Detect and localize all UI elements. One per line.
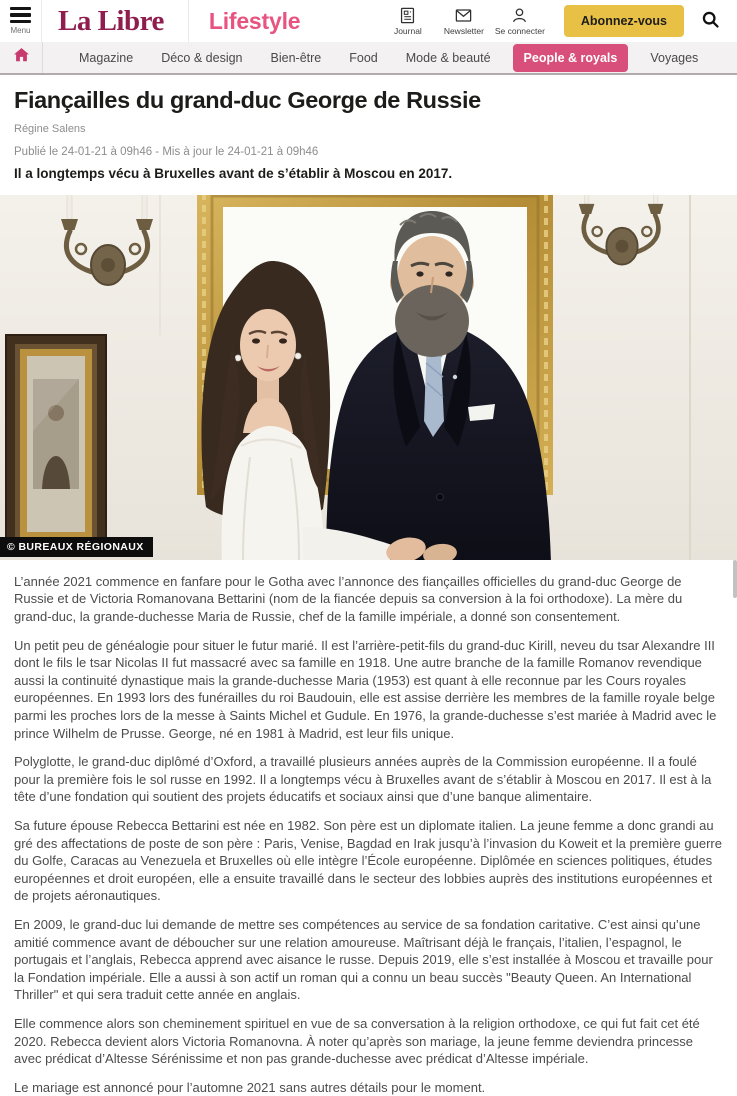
journal-button[interactable] bbox=[380, 6, 436, 36]
login-label: Se connecter bbox=[494, 26, 545, 36]
newsletter-button[interactable] bbox=[436, 6, 492, 36]
menu-label: Menu bbox=[10, 25, 31, 35]
search-icon bbox=[700, 18, 721, 33]
nav-item-voyages[interactable]: Voyages bbox=[650, 50, 699, 65]
article-photo bbox=[0, 195, 737, 560]
home-icon bbox=[14, 48, 29, 67]
article-body bbox=[14, 573, 723, 1096]
nav-item-deco-design[interactable]: Déco & design bbox=[161, 50, 243, 65]
article-title: Fiançailles du grand-duc George de Russie bbox=[14, 87, 481, 113]
subscribe-button[interactable]: Abonnez-vous bbox=[564, 5, 684, 37]
article bbox=[0, 88, 737, 1096]
article-author[interactable]: Régine Salens bbox=[14, 122, 86, 135]
nav-item-people-royals[interactable]: People & royals bbox=[513, 44, 629, 72]
login-button[interactable] bbox=[492, 6, 548, 36]
article-dateline: Publié le 24-01-21 à 09h46 - Mis à jour le 24-01-21 à 09h46 bbox=[14, 145, 319, 158]
newsletter-icon bbox=[454, 6, 473, 25]
article-paragraph: Elle commence alors son cheminement spirituel en vue de sa conversation à la religion orthodoxe, ce qui fut fait cet été 2020. Rebecca devient alors Victoria Romanovna. À noter qu’après son mariage, la jeune femme deviendra princesse avec prédicat d’Altesse Sérénissime et non pas grande-duchesse avec prédicat d’Altesse impériale. bbox=[14, 1015, 700, 1067]
article-paragraph: L’année 2021 commence en fanfare pour le Gotha avec l’annonce des fiançailles officielles du grand-duc George de Russie et de Victoria Romanovana Bettarini (nom de la fiancée depuis sa conversion à la foi orthodoxe). La mère du grand-duc, la grande-duchesse Maria de Russie, chef de la famille impériale, a donné son consentement. bbox=[14, 573, 683, 625]
section-nav bbox=[0, 42, 737, 75]
article-paragraph: Le mariage est annoncé pour l’automne 2021 sans autres détails pour le moment. bbox=[14, 1079, 486, 1095]
nav-item-magazine[interactable]: Magazine bbox=[79, 50, 134, 65]
menu-button[interactable] bbox=[0, 0, 42, 42]
photo-credit: © BUREAUX RÉGIONAUX bbox=[0, 537, 153, 557]
article-paragraph: Un petit peu de généalogie pour situer le futur marié. Il est l’arrière-petit-fils du grand-duc Kirill, neveu du tsar Alexandre III dont le fils le tsar Nicolas II fut massacré avec sa famille en 1918. Une autre branche de la famille Romanov revendique aussi la continuité dynastique mais la grande-duchesse Maria (1953) est quant à elle reconnue par les Cours royales européennes. En 1993 lors des funérailles du roi Baudouin, elle est assise derrière les membres de la famille royale belge parmi les proches lors de la messe à Saints Michel et Gudule. En 1976, la grande-duchesse s’est mariée à Madrid avec le prince Wilhelm de Prusse. George, né en 1981 à Madrid, est leur fils unique. bbox=[14, 637, 717, 741]
nav-item-bien-etre[interactable]: Bien-être bbox=[270, 50, 322, 65]
scrollbar-thumb[interactable] bbox=[733, 560, 737, 598]
article-paragraph: Polyglotte, le grand-duc diplômé d’Oxford, a travaillé plusieurs années auprès de la Commission européenne. Il a foulé pour la première fois le sol russe en 1992. Il a longtemps vécu à Bruxelles avant de s’établir à Moscou en 2017. Il est à la tête d’une fondation qui soutient des projets éducatifs et sociaux ainsi que d’une banque alimentaire. bbox=[14, 754, 712, 805]
newsletter-label: Newsletter bbox=[443, 26, 484, 36]
hamburger-icon bbox=[10, 7, 31, 23]
section-title[interactable]: Lifestyle bbox=[208, 7, 301, 34]
journal-label: Journal bbox=[393, 26, 422, 36]
journal-icon bbox=[398, 6, 417, 25]
article-paragraph: Sa future épouse Rebecca Bettarini est née en 1982. Son père est un diplomate italien. La jeune femme a donc grandi au gré des affectations de poste de son père : Paris, Venise, Bagdad en Irak jusqu’à l’invasion du Koweit et la première guerre du Golfe, Caracas au Venezuela et Bruxelles où elle intègre l’École européenne. Diplômée en sciences politiques, études européennes et droit européen, elle a ensuite travaillé dans le secteur des lobbies auprès des institutions européennes et de projets aéronautiques. bbox=[14, 817, 722, 904]
site-header bbox=[0, 0, 737, 42]
brand-logo[interactable]: La Libre bbox=[58, 5, 164, 37]
nav-home[interactable] bbox=[0, 42, 43, 73]
engagement-portrait-illustration bbox=[0, 195, 737, 560]
portrait-frame bbox=[6, 335, 106, 553]
article-paragraph: En 2009, le grand-duc lui demande de mettre ses compétences au service de sa fondation caritative. C’est ainsi qu’une amitié commence avant de déboucher sur une relation amoureuse. Maîtrisant déjà le français, l’italien, l’espagnol, le portugais et l’anglais, Rebecca apprend avec aisance le russe. Depuis 2019, elle s’est installée à Moscou et travaille pour la Fondation impériale. Elle a aussi à son actif un roman qui a connu un beau succès "Beauty Queen. An International Thriller" et qui sera traduit cette année en anglais. bbox=[14, 916, 713, 1003]
search-button[interactable] bbox=[698, 7, 723, 35]
nav-item-mode-beaute[interactable]: Mode & beauté bbox=[405, 50, 491, 65]
user-icon bbox=[510, 6, 529, 25]
nav-item-food[interactable]: Food bbox=[349, 50, 378, 65]
article-lede: Il a longtemps vécu à Bruxelles avant de s’établir à Moscou en 2017. bbox=[14, 165, 453, 181]
